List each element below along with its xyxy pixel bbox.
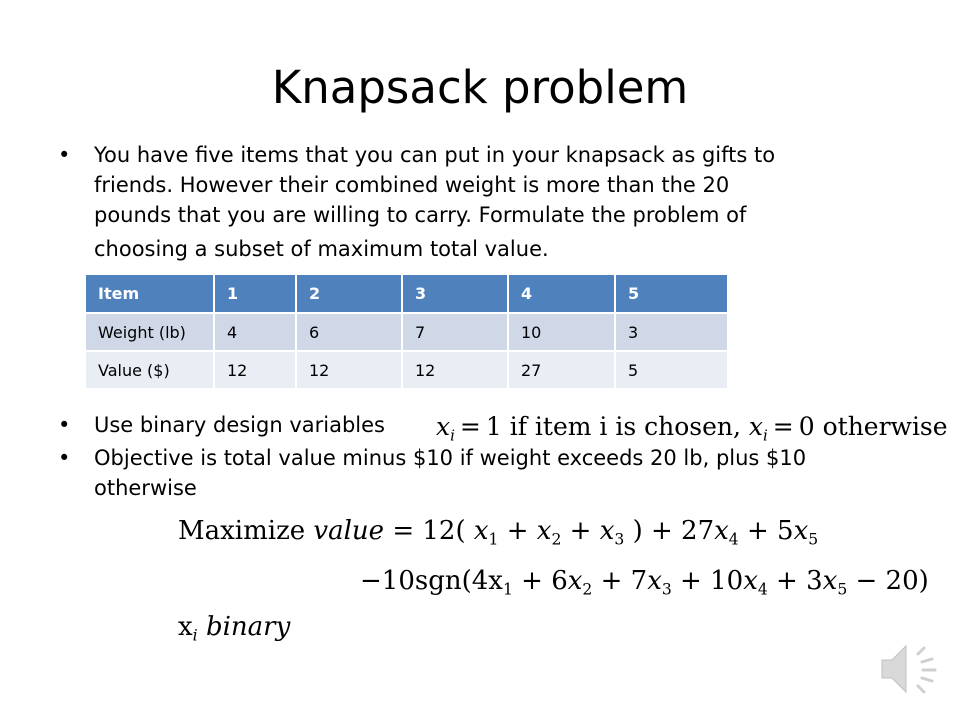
table-header-cell: 3 xyxy=(402,275,508,313)
table-cell: 12 xyxy=(214,351,296,389)
objective-equation-line1: Maximize value = 12( $x_1 + x_2 + x_3$ ) + $27x_4 + 5x_5$ xyxy=(178,516,819,549)
table-cell: 27 xyxy=(508,351,615,389)
table-header-cell: 4 xyxy=(508,275,615,313)
table-row-weight xyxy=(86,313,728,351)
table-cell: 4 xyxy=(214,313,296,351)
table-header-cell: 1 xyxy=(214,275,296,313)
bullet-line: pounds that you are willing to carry. Formulate the problem of xyxy=(94,203,747,227)
bullet-marker: • xyxy=(58,413,71,437)
table-cell: 6 xyxy=(296,313,402,351)
bullet-line: friends. However their combined weight is more than the 20 xyxy=(94,173,730,197)
binary-constraint: $x_i$ binary xyxy=(178,612,291,645)
table-cell: 5 xyxy=(615,351,728,389)
objective-equation-line2: $-10sgn(4x_1 + 6x_2 + 7x_3 + 10x_4 + 3x_5 - 20)$ xyxy=(360,566,929,599)
bullet-objective: Objective is total value minus $10 if weight exceeds 20 lb, plus $10 otherwise xyxy=(94,446,807,500)
table-cell: 12 xyxy=(402,351,508,389)
table-row-value xyxy=(86,351,728,389)
bullet-problem-statement xyxy=(94,140,874,264)
bullet-line: choosing a subset of maximum total value. xyxy=(94,237,549,261)
table-cell: Value ($) xyxy=(86,351,214,389)
table-cell: 7 xyxy=(402,313,508,351)
speaker-audio-icon[interactable] xyxy=(878,640,942,698)
binary-variable-definition: $x_i = 1$ if item i is chosen, $x_i = 0$ otherwise xyxy=(436,412,948,445)
table-header-cell: 2 xyxy=(296,275,402,313)
items-table xyxy=(86,275,729,390)
table-cell: 12 xyxy=(296,351,402,389)
bullet-design-variables: Use binary design variables xyxy=(94,413,385,437)
table-header-cell: Item xyxy=(86,275,214,313)
table-header-cell: 5 xyxy=(615,275,728,313)
table-cell: 10 xyxy=(508,313,615,351)
bullet-marker: • xyxy=(58,446,71,470)
table-header-row xyxy=(86,275,728,313)
table-cell: Weight (lb) xyxy=(86,313,214,351)
bullet-line: You have five items that you can put in your knapsack as gifts to xyxy=(94,143,776,167)
slide-title: Knapsack problem xyxy=(271,61,689,114)
table-cell: 3 xyxy=(615,313,728,351)
bullet-marker: • xyxy=(58,143,71,167)
